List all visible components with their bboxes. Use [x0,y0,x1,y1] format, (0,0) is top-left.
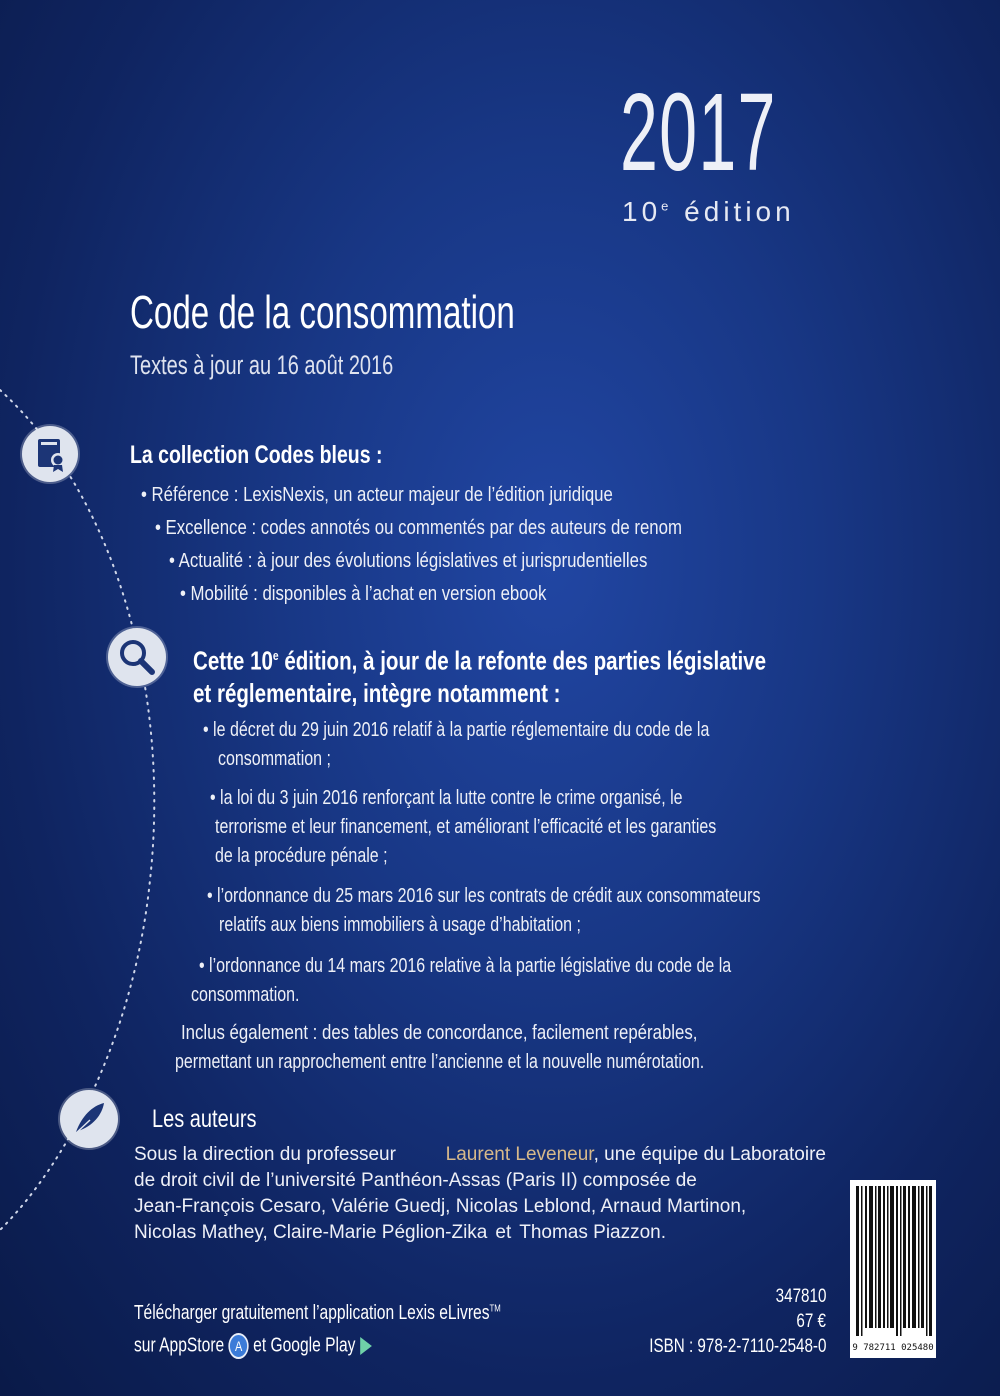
item-decret: • le décret du 29 juin 2016 relatif à la partie réglementaire du code de la consommation ; [203,719,710,770]
authors-text: Sous la direction du professeur Laurent Leveneur, une équipe du Laboratoire de droit civil de l’université Panthéon-Assas (Paris II) composée de Jean-François Cesaro, Valérie Guedj, Nicolas Leblond, Arnaud Martinon, Nicolas Mathey, Claire-Marie Péglion-Zika et Thomas Piazzon. [134,1144,826,1243]
item-ordonnance-14: • l’ordonnance du 14 mars 2016 relative à la partie législative du code de la consommation. [191,955,732,1006]
barcode [850,1180,936,1358]
quill-icon [60,1090,118,1148]
book-title: Code de la consommation [130,286,515,338]
edition-label: 10e édition [622,196,795,227]
price: 67 € [796,1311,826,1332]
book-icon [22,426,78,482]
appstore-icon: A [229,1333,249,1359]
bullet-actualite: • Actualité : à jour des évolutions législatives et jurisprudentielles [169,550,648,572]
bullet-reference: • Référence : LexisNexis, un acteur majeur de l’édition juridique [141,484,613,506]
product-code: 347810 [775,1286,826,1307]
app-download-text: Télécharger gratuitement l’application Lexis eLivres™ [134,1302,501,1324]
book-subtitle: Textes à jour au 16 août 2016 [130,350,394,380]
collection-heading: La collection Codes bleus : [130,441,383,469]
barcode-digits: 9 782711 025480 [852,1343,934,1353]
included-note: Inclus également : des tables de concordance, facilement repérables, permettant un rapprochement entre l’ancienne et la nouvelle numérotation. [175,1022,705,1073]
item-ordonnance-25: • l’ordonnance du 25 mars 2016 sur les contrats de crédit aux consommateurs relatifs aux biens immobiliers à usage d’habitation ; [207,885,761,936]
magnifier-icon [108,628,166,686]
isbn: ISBN : 978-2-7110-2548-0 [648,1336,826,1357]
google-play-icon [360,1337,372,1355]
app-stores-text: sur AppStore A et Google Play [134,1333,439,1359]
bullet-mobilite: • Mobilité : disponibles à l’achat en version ebook [180,583,547,605]
item-loi: • la loi du 3 juin 2016 renforçant la lutte contre le crime organisé, le terrorisme et leur financement, et améliorant l’efficacité et les garanties de la procédure pénale ; [210,787,717,867]
authors-heading: Les auteurs [152,1105,257,1133]
director-name: Laurent Leveneur [445,1144,594,1165]
edition-heading: Cette 10e édition, à jour de la refonte des parties législative et réglementaire, intègre notamment : [193,645,767,708]
bullet-excellence: • Excellence : codes annotés ou commentés par des auteurs de renom [155,517,682,539]
edition-year: 2017 [620,71,777,194]
